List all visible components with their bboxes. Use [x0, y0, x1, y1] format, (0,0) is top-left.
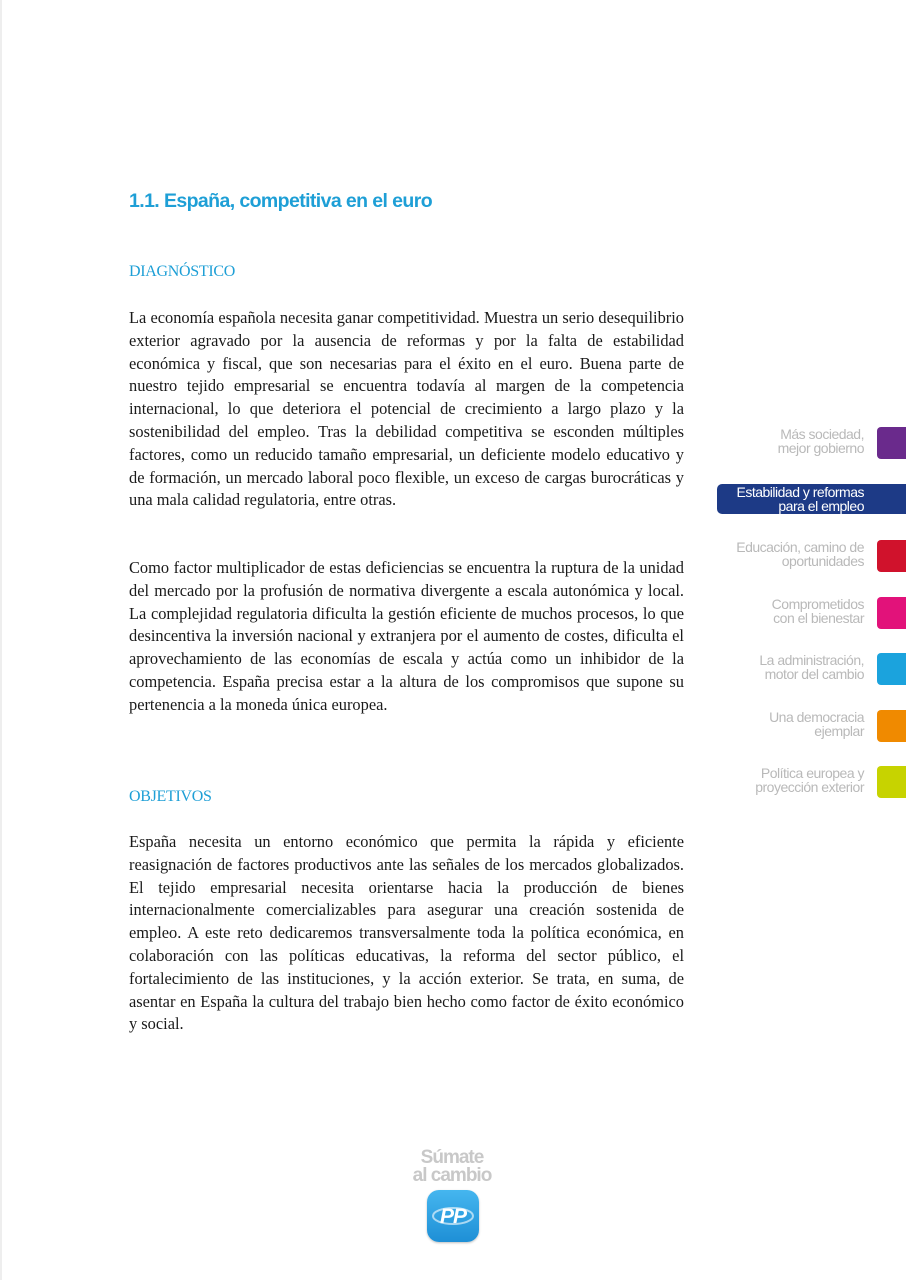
nav-item-administracion[interactable]: [706, 653, 906, 687]
color-tab: [877, 766, 906, 798]
page-edge: [0, 0, 2, 1280]
nav-item-label: Una democracia ejemplar: [769, 709, 864, 739]
nav-item-democracia[interactable]: [706, 710, 906, 744]
pp-logo-mark: [427, 1190, 479, 1242]
color-tab: [877, 427, 906, 459]
nav-item-label: Política europea y proyección exterior: [755, 765, 864, 795]
objetivos-heading: OBJETIVOS: [129, 788, 212, 805]
diagnostico-paragraph-1: La economía española necesita ganar competitividad. Muestra un serio desequilibrio exterior agravado por la ausencia de reformas y por la falta de estabilidad económica y fiscal, que son necesarias para el éxito en el euro. Buena parte de nuestro tejido empresarial se encuentra todavía al margen de la competencia internacional, lo que deteriora el potencial de crecimiento a largo plazo y la sostenibilidad del empleo. Tras la debilidad competitiva se esconden múltiples factores, como un reducido tamaño empresarial, un deficiente modelo educativo y de formación, un mercado laboral poco flexible, un exceso de cargas burocráticas y una mala calidad regulatoria, entre otras.: [129, 308, 684, 510]
party-logo-icon: [427, 1190, 479, 1242]
nav-item-estabilidad-active[interactable]: [717, 484, 906, 514]
nav-item-label: Más sociedad, mejor gobierno: [777, 426, 864, 456]
color-tab: [877, 597, 906, 629]
diagnostico-heading: DIAGNÓSTICO: [129, 263, 236, 280]
diagnostico-paragraph-2: Como factor multiplicador de estas deficiencias se encuentra la ruptura de la unidad del mercado por la profusión de normativa divergente a escala autonómica y local. La complejidad regulatoria dificulta la gestión eficiente de muchos procesos, lo que desincentiva la inversión nacional y extranjera por el aumento de costes, dificulta el aprovechamiento de las economías de escala y actúa como un inhibidor de la competencia. España precisa estar a la altura de los compromisos que supone su pertenencia a la moneda única europea.: [129, 558, 684, 714]
nav-item-mas-sociedad[interactable]: [706, 427, 906, 461]
color-tab: [877, 540, 906, 572]
nav-item-educacion[interactable]: [706, 540, 906, 574]
page-title: 1.1. España, competitiva en el euro: [129, 190, 433, 212]
nav-item-label: Educación, camino de oportunidades: [736, 539, 864, 569]
logo-text: PP: [439, 1205, 467, 1228]
nav-item-comprometidos[interactable]: [706, 597, 906, 631]
color-tab: [877, 710, 906, 742]
objetivos-paragraph-1: España necesita un entorno económico que permita la rápida y eficiente reasignación de factores productivos ante las señales de los mercados globalizados. El tejido empresarial necesita orientarse hacia la producción de bienes internacionalmente comercializables para asegurar una creación sostenida de empleo. A este reto dedicaremos transversalmente toda la política económica, en colaboración con las políticas educativas, la reforma del sector público, el fortalecimiento de las instituciones, y la acción exterior. Se trata, en suma, de asentar en España la cultura del trabajo bien hecho como factor de éxito económico y social.: [129, 832, 684, 1034]
campaign-slogan: Súmate al cambio: [412, 1147, 492, 1186]
nav-item-politica-europea[interactable]: [706, 766, 906, 800]
nav-item-label: Comprometidos con el bienestar: [771, 596, 864, 626]
nav-item-label: Estabilidad y reformas para el empleo: [736, 484, 864, 514]
nav-item-label: La administración, motor del cambio: [759, 652, 864, 682]
color-tab: [877, 653, 906, 685]
